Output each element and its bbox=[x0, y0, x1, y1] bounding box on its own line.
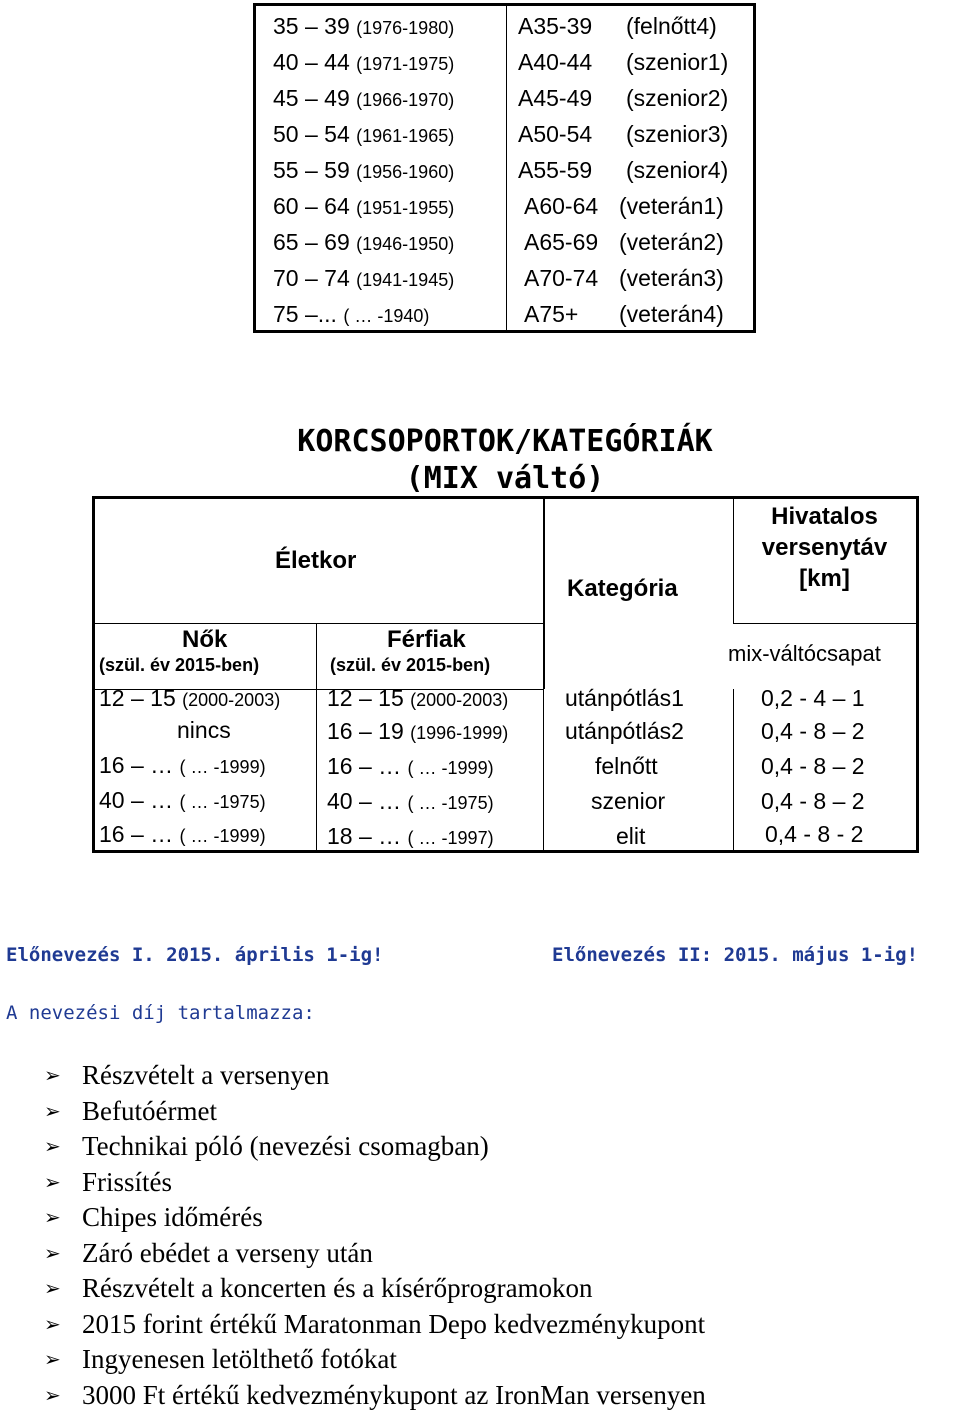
age-range: 70 – 74 bbox=[273, 265, 350, 291]
arrow-bullet-icon: ➢ bbox=[44, 1098, 61, 1123]
category-name: (szenior1) bbox=[626, 49, 729, 75]
table-row bbox=[256, 296, 753, 332]
arrow-bullet-icon: ➢ bbox=[44, 1382, 61, 1407]
header-category: Kategória bbox=[567, 575, 678, 602]
category-name: (szenior4) bbox=[626, 157, 729, 183]
women-age: 40 – … ( … -1975) bbox=[99, 787, 266, 813]
header-birth-women: (szül. év 2015-ben) bbox=[99, 655, 260, 675]
birth-years: (1946-1950) bbox=[356, 234, 455, 254]
category-cell: felnőtt bbox=[595, 753, 658, 779]
birth-years: (1941-1945) bbox=[356, 270, 455, 290]
arrow-bullet-icon: ➢ bbox=[44, 1134, 61, 1158]
table-row bbox=[256, 188, 753, 224]
men-age: 40 – … ( … -1975) bbox=[327, 788, 494, 814]
birth-years: (1951-1955) bbox=[356, 198, 455, 218]
header-men: Férfiak bbox=[387, 626, 466, 653]
women-age: 12 – 15 (2000-2003) bbox=[99, 685, 281, 711]
list-item: ➢ Technikai póló (nevezési csomagban) bbox=[44, 1129, 706, 1165]
header-mix-relay: mix-váltócsapat bbox=[728, 641, 881, 666]
list-item: ➢ Befutóérmet bbox=[44, 1094, 706, 1130]
table-row bbox=[256, 80, 753, 116]
arrow-bullet-icon: ➢ bbox=[44, 1276, 61, 1300]
category-cell: utánpótlás2 bbox=[565, 718, 684, 744]
category-cell: utánpótlás1 bbox=[565, 685, 684, 711]
pre-registration-2: Előnevezés II: 2015. május 1-ig! bbox=[552, 944, 919, 966]
grid-line bbox=[733, 623, 916, 624]
table-row bbox=[256, 116, 753, 152]
distance-cell: 0,2 - 4 – 1 bbox=[761, 685, 865, 711]
age-range: 55 – 59 bbox=[273, 157, 350, 183]
list-item: ➢ 3000 Ft értékű kedvezménykupont az IronMan versenyen bbox=[44, 1378, 706, 1413]
age-range: 45 – 49 bbox=[273, 85, 350, 111]
men-age: 18 – … ( … -1997) bbox=[327, 823, 494, 849]
category-code: A70-74 bbox=[524, 265, 599, 291]
arrow-bullet-icon: ➢ bbox=[44, 1311, 61, 1336]
list-item: ➢ Frissítés bbox=[44, 1165, 706, 1201]
birth-years: ( … -1940) bbox=[343, 306, 430, 326]
section-subtitle: (MIX váltó) bbox=[405, 461, 605, 496]
category-name: (veterán2) bbox=[619, 229, 724, 255]
birth-years: (1956-1960) bbox=[356, 162, 455, 182]
arrow-bullet-icon: ➢ bbox=[44, 1169, 61, 1194]
birth-years: (1961-1965) bbox=[356, 126, 455, 146]
birth-years: (1966-1970) bbox=[356, 90, 455, 110]
men-age: 16 – 19 (1996-1999) bbox=[327, 718, 509, 744]
list-item: ➢ Chipes időmérés bbox=[44, 1200, 706, 1236]
category-name: (felnőtt4) bbox=[626, 13, 717, 39]
category-cell: elit bbox=[616, 823, 646, 849]
category-name: (szenior2) bbox=[626, 85, 729, 111]
pre-registration-1: Előnevezés I. 2015. április 1-ig! bbox=[6, 944, 384, 966]
category-code: A35-39 bbox=[518, 13, 593, 39]
age-range: 60 – 64 bbox=[273, 193, 350, 219]
grid-line bbox=[543, 499, 545, 689]
list-item: ➢ 2015 forint értékű Maratonman Depo kedvezménykupont bbox=[44, 1307, 706, 1343]
age-range: 35 – 39 bbox=[273, 13, 350, 39]
grid-line bbox=[316, 623, 317, 850]
arrow-bullet-icon: ➢ bbox=[44, 1205, 61, 1229]
category-table bbox=[92, 496, 919, 853]
category-cell: szenior bbox=[591, 788, 666, 814]
distance-cell: 0,4 - 8 – 2 bbox=[761, 718, 865, 744]
table-row bbox=[256, 224, 753, 260]
grid-line bbox=[733, 689, 734, 850]
header-distance: Hivatalos versenytáv [km] bbox=[761, 503, 888, 592]
category-code: A75+ bbox=[524, 301, 579, 327]
birth-years: (1971-1975) bbox=[356, 54, 455, 74]
arrow-bullet-icon: ➢ bbox=[44, 1347, 61, 1371]
distance-cell: 0,4 - 8 - 2 bbox=[765, 821, 864, 847]
list-item: ➢ Ingyenesen letölthető fotókat bbox=[44, 1342, 706, 1378]
arrow-bullet-icon: ➢ bbox=[44, 1240, 61, 1265]
arrow-bullet-icon: ➢ bbox=[44, 1063, 61, 1087]
age-range: 40 – 44 bbox=[273, 49, 350, 75]
table-row bbox=[256, 8, 753, 44]
category-code: A60-64 bbox=[524, 193, 599, 219]
header-age: Életkor bbox=[275, 547, 357, 574]
women-age: 16 – … ( … -1999) bbox=[99, 821, 266, 847]
women-age: nincs bbox=[177, 717, 231, 743]
category-name: (veterán3) bbox=[619, 265, 724, 291]
category-name: (veterán4) bbox=[619, 301, 724, 327]
list-item: ➢ Részvételt a versenyen bbox=[44, 1058, 706, 1094]
category-name: (szenior3) bbox=[626, 121, 729, 147]
distance-cell: 0,4 - 8 – 2 bbox=[761, 753, 865, 779]
category-code: A65-69 bbox=[524, 229, 599, 255]
list-item: ➢ Részvételt a koncerten és a kísérőprogramokon bbox=[44, 1271, 706, 1307]
birth-years: (1976-1980) bbox=[356, 18, 455, 38]
category-code: A50-54 bbox=[518, 121, 593, 147]
grid-line bbox=[543, 689, 544, 850]
category-code: A40-44 bbox=[518, 49, 593, 75]
table-row bbox=[256, 260, 753, 296]
category-code: A55-59 bbox=[518, 157, 593, 183]
category-name: (veterán1) bbox=[619, 193, 724, 219]
section-title: KORCSOPORTOK/KATEGÓRIÁK bbox=[297, 424, 713, 459]
distance-cell: 0,4 - 8 – 2 bbox=[761, 788, 865, 814]
header-women: Nők bbox=[182, 626, 228, 653]
fee-includes-title: A nevezési díj tartalmazza: bbox=[6, 1002, 315, 1024]
age-range: 65 – 69 bbox=[273, 229, 350, 255]
women-age: 16 – … ( … -1999) bbox=[99, 752, 266, 778]
age-group-table bbox=[253, 3, 756, 333]
category-code: A45-49 bbox=[518, 85, 593, 111]
grid-line bbox=[95, 623, 543, 624]
list-item: ➢ Záró ebédet a verseny után bbox=[44, 1236, 706, 1272]
fee-includes-list bbox=[44, 1058, 706, 1413]
header-birth-men: (szül. év 2015-ben) bbox=[330, 655, 491, 675]
table-row bbox=[256, 152, 753, 188]
age-range: 50 – 54 bbox=[273, 121, 350, 147]
age-range: 75 –... bbox=[273, 301, 337, 327]
men-age: 16 – … ( … -1999) bbox=[327, 753, 494, 779]
table-row bbox=[256, 44, 753, 80]
men-age: 12 – 15 (2000-2003) bbox=[327, 685, 509, 711]
